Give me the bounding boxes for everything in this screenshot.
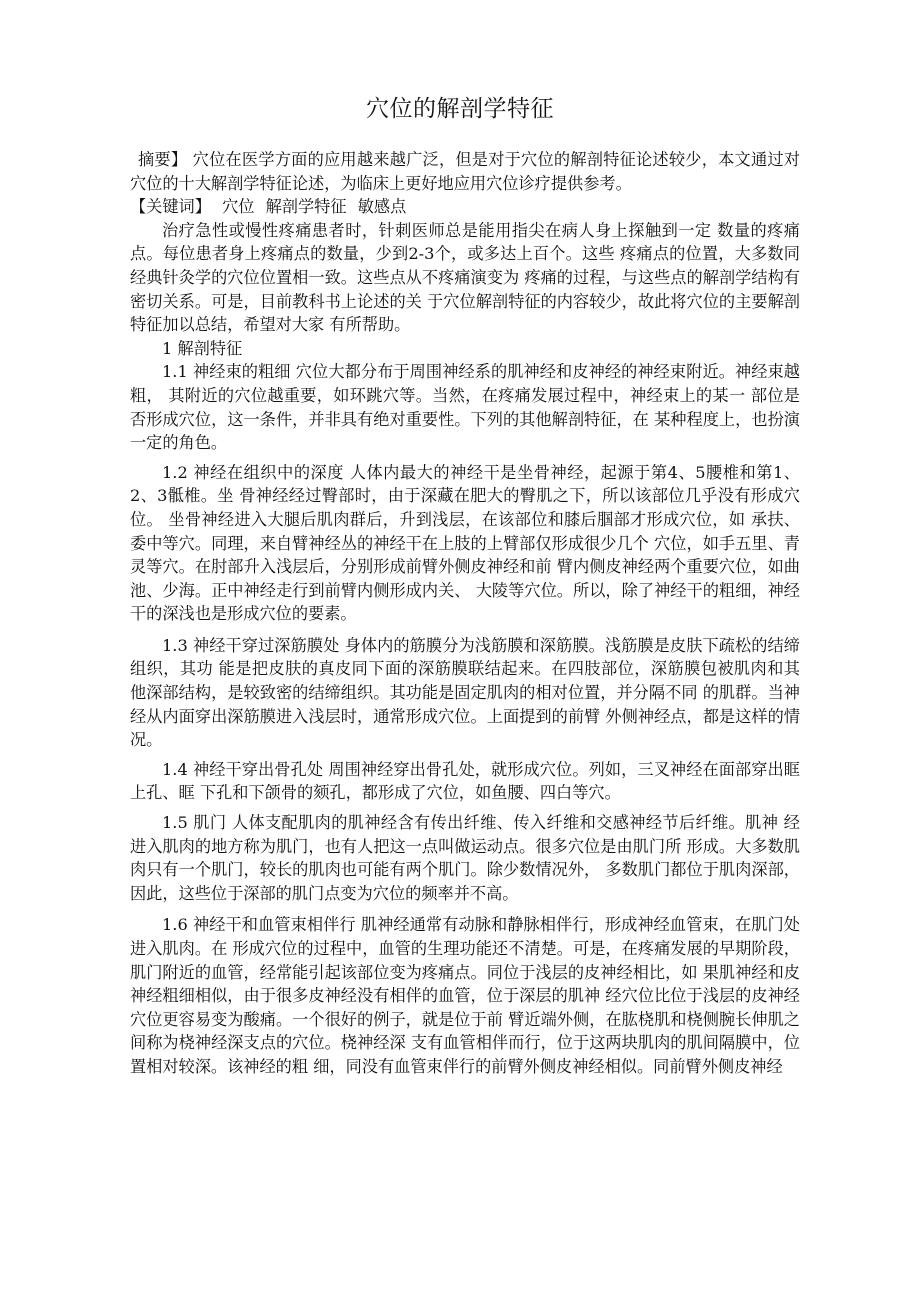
abstract-paragraph: 摘要】 穴位在医学方面的应用越来越广泛，但是对于穴位的解剖特征论述较少，本文通过对穴位的十大解剖学特征论述，为临床上更好地应用穴位诊疗提供参考。 <box>130 150 800 193</box>
document-body <box>130 148 800 1079</box>
intro-paragraph: 治疗急性或慢性疼痛患者时，针刺医师总是能用指尖在病人身上探触到一定 数量的疼痛点。每位患者身上疼痛点的数量，少到2-3个，或多达上百个。这些 疼痛点的位置，大多数同经典针灸学的穴位位置相一致。这些点从不疼痛演变为 疼痛的过程，与这些点的解剖学结构有密切关系。可是，目前教科书上论述的关 于穴位解剖特征的内容较少，故此将穴位的主要解剖特征加以总结，希望对大家 有所帮助。 <box>130 220 800 335</box>
section-1-4: 1.4 神经干穿出骨孔处 周围神经穿出骨孔处，就形成穴位。列如，三叉神经在面部穿出眶上孔、眶 下孔和下颌骨的颏孔，都形成了穴位，如鱼腰、四白等穴。 <box>130 759 800 803</box>
keyword-item: 解剖学特征 <box>265 197 347 217</box>
keyword-item: 穴位 <box>222 197 255 217</box>
section-1-1: 1.1 神经束的粗细 穴位大都分布于周围神经系的肌神经和皮神经的神经束附近。神经束越粗， 其附近的穴位越重要，如环跳穴等。当然，在疼痛发展过程中，神经束上的某一 部位是否形成穴位，这一条件，并非具有绝对重要性。下列的其他解剖特征，在 某种程度上，也扮演一定的角色。 <box>130 362 800 453</box>
keywords-label: 【关键词】 <box>130 197 211 217</box>
section-1-5: 1.5 肌门 人体支配肌肉的肌神经含有传出纤维、传入纤维和交感神经节后纤维。肌神 经进入肌肉的地方称为肌门，也有人把这一点叫做运动点。很多穴位是由肌门所 形成。大多数肌肉只有一个肌门，较长的肌肉也可能有两个肌门。除少数情况外， 多数肌门都位于肌肉深部，因此，这些位于深部的肌门点变为穴位的频率并不高。 <box>130 813 800 903</box>
section-1-3: 1.3 神经干穿过深筋膜处 身体内的筋膜分为浅筋膜和深筋膜。浅筋膜是皮肤下疏松的结缔组织，其功 能是把皮肤的真皮同下面的深筋膜联结起来。在四肢部位，深筋膜包被肌肉和其 他深部结构，是较致密的结缔组织。其功能是固定肌肉的相对位置，并分隔不同 的肌群。当神经从内面穿出深筋膜进入浅层时，通常形成穴位。上面提到的前臂 外侧神经点，都是这样的情况。 <box>130 635 800 750</box>
section-heading: 1 解剖特征 <box>162 338 243 358</box>
keywords-line <box>130 195 800 219</box>
document-title: 穴位的解剖学特征 <box>366 96 554 122</box>
section-1-6: 1.6 神经干和血管束相伴行 肌神经通常有动脉和静脉相伴行，形成神经血管束，在肌门处进入肌肉。在 形成穴位的过程中，血管的生理功能还不清楚。可是，在疼痛发展的早期阶段， 肌门附近的血管，经常能引起该部位变为疼痛点。同位于浅层的皮神经相比，如 果肌神经和皮神经粗细相似，由于很多皮神经没有相伴的血管，位于深层的肌神 经穴位比位于浅层的皮神经穴位更容易变为酸痛。一个很好的例子，就是位于前 臂近端外侧，在肱桡肌和桡侧腕长伸肌之间称为桡神经深支点的穴位。桡神经深 支有血管相伴而行，位于这两块肌肉的肌间隔膜中，位置相对较深。该神经的粗 细，同没有血管束伴行的前臂外侧皮神经相似。同前臂外侧皮神经 <box>130 915 800 1076</box>
section-1-2: 1.2 神经在组织中的深度 人体内最大的神经干是坐骨神经，起源于第4、5腰椎和第1、2、3骶椎。坐 骨神经经过臀部时，由于深藏在肥大的臀肌之下，所以该部位几乎没有形成穴位。 坐骨神经进入大腿后肌肉群后，升到浅层，在该部位和膝后腘部才形成穴位，如 承扶、委中等穴。同理，来自臂神经丛的神经干在上肢的上臂部仅形成很少几个 穴位，如手五里、青灵等穴。在肘部升入浅层后，分别形成前臂外侧皮神经和前 臂内侧皮神经两个重要穴位，如曲池、少海。正中神经走行到前臂内侧形成内关、 大陵等穴位。所以，除了神经干的粗细，神经干的深浅也是形成穴位的要素。 <box>130 462 800 624</box>
keyword-item: 敏感点 <box>357 197 407 217</box>
